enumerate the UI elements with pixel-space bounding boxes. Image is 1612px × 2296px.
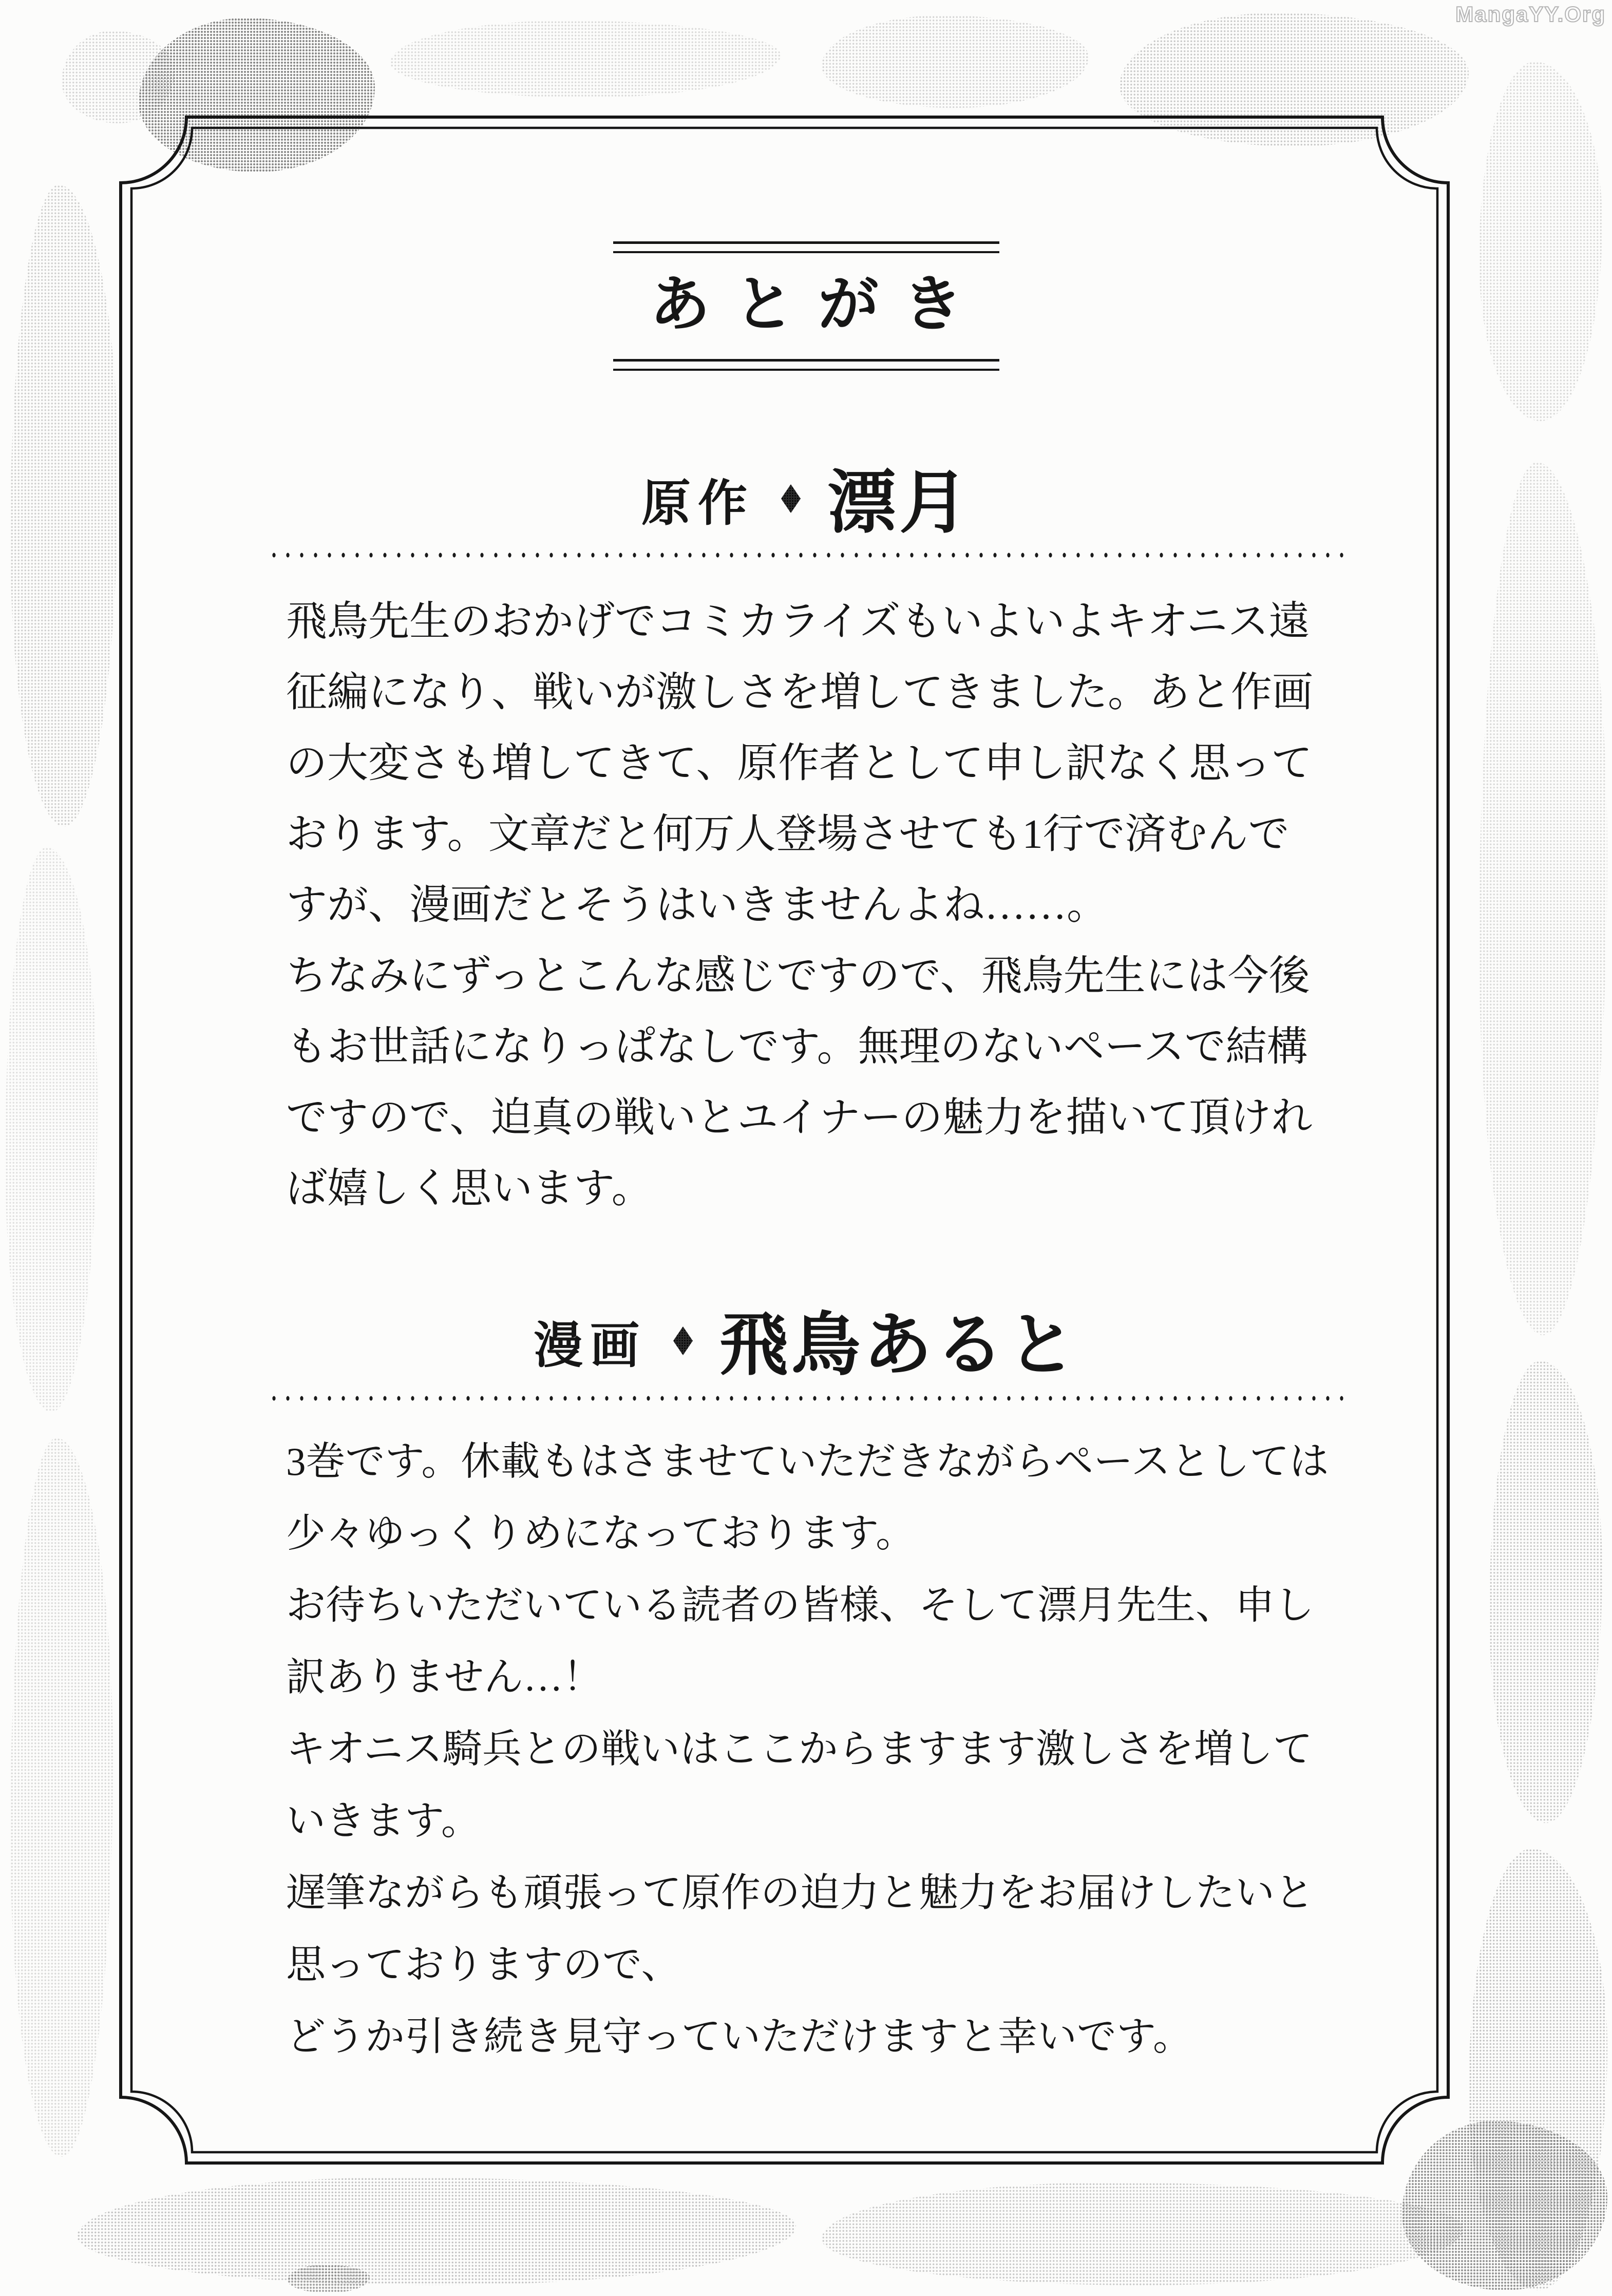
text-line: 飛鳥先生のおかげでコミカライズもいよいよキオニス遠 bbox=[286, 599, 1310, 644]
section-header-original-author bbox=[267, 448, 1345, 546]
text-line: の大変さも増してきて、原作者として申し訳なく思って bbox=[286, 741, 1313, 786]
text-line: キオニス騎兵との戦いはここからますます激しさを増して bbox=[286, 1727, 1313, 1771]
text-line: 少々ゆっくりめになっております。 bbox=[286, 1511, 916, 1555]
text-line: ですので、迫真の戦いとユイナーの魅力を描いて頂けれ bbox=[286, 1095, 1313, 1141]
text-line: 思っておりますので、 bbox=[286, 1943, 681, 1987]
diamond-icon bbox=[781, 484, 801, 513]
title-top-rule bbox=[613, 241, 999, 253]
text-line: ちなみにずっとこんな感じですので、飛鳥先生には今後 bbox=[286, 954, 1310, 999]
role-label: 漫画 bbox=[533, 1318, 647, 1373]
title-block bbox=[267, 241, 1345, 371]
original-author-comment bbox=[286, 586, 1395, 1224]
dotted-divider bbox=[267, 1396, 1345, 1401]
title-bottom-rule bbox=[613, 359, 999, 371]
manga-artist-comment bbox=[286, 1426, 1395, 2073]
text-line: ば嬉しく思います。 bbox=[286, 1166, 653, 1211]
author-name: 漂月 bbox=[827, 465, 971, 541]
text-line: お待ちいただいている読者の皆様、そして漂月先生、申し bbox=[286, 1583, 1314, 1627]
text-line: 遅筆ながらも頑張って原作の迫力と魅力をお届けしたいと bbox=[286, 1871, 1314, 1915]
text-line: いきます。 bbox=[286, 1799, 481, 1843]
author-name: 飛鳥あると bbox=[719, 1307, 1079, 1383]
section-header-manga-artist bbox=[267, 1290, 1345, 1389]
dotted-divider bbox=[267, 553, 1345, 558]
text-line: もお世話になりっぱなしです。無理のないペースで結構 bbox=[286, 1024, 1308, 1070]
page-title: あとがき bbox=[649, 271, 987, 338]
diamond-icon bbox=[673, 1326, 693, 1355]
text-line: 征編になり、戦いが激しさを増してきました。あと作画 bbox=[286, 670, 1313, 715]
text-line: おります。文章だと何万人登場させても1行で済むんで bbox=[286, 812, 1289, 857]
text-line: 訳ありません…！ bbox=[286, 1655, 602, 1699]
watermark: MangaYY.Org bbox=[1455, 2, 1606, 26]
text-line: 3巻です。休載もはさませていただきながらペースとしては bbox=[286, 1439, 1329, 1484]
text-line: すが、漫画だとそうはいきませんよね……。 bbox=[286, 883, 1108, 928]
role-label: 原作 bbox=[641, 476, 754, 531]
text-line: どうか引き続き見守っていただけますと幸いです。 bbox=[286, 2015, 1192, 2059]
